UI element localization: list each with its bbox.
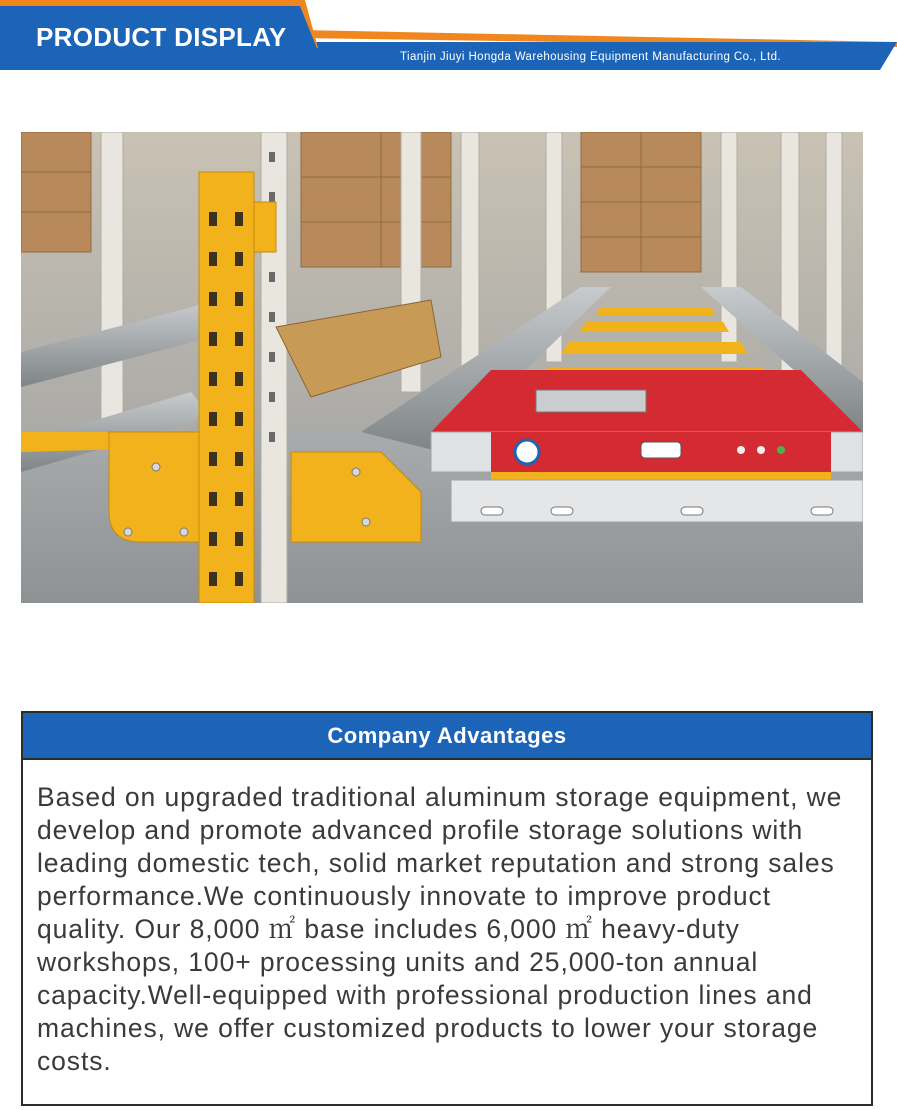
company-advantages-panel: [21, 711, 873, 1106]
company-name: Tianjin Jiuyi Hongda Warehousing Equipment Manufacturing Co., Ltd.: [400, 51, 781, 63]
header-banner: [0, 0, 897, 75]
warehouse-shuttle-illustration: [21, 132, 863, 603]
advantages-title: Company Advantages: [327, 723, 567, 748]
advantages-body: Based on upgraded traditional aluminum storage equipment, we develop and promote advanced profile storage solutions with leading domestic tech, solid market reputation and strong sales performance.We continuously innovate to improve product quality. Our 8,000 ㎡ base includes 6,000 ㎡ heavy-duty workshops, 100+ processing units and 25,000-ton annual capacity.Well-equipped with professional production lines and machines, we offer customized products to lower your storage costs.: [37, 782, 843, 1076]
banner-title: PRODUCT DISPLAY: [36, 22, 287, 52]
product-photo: [21, 132, 863, 603]
advantages-header: [23, 713, 871, 760]
